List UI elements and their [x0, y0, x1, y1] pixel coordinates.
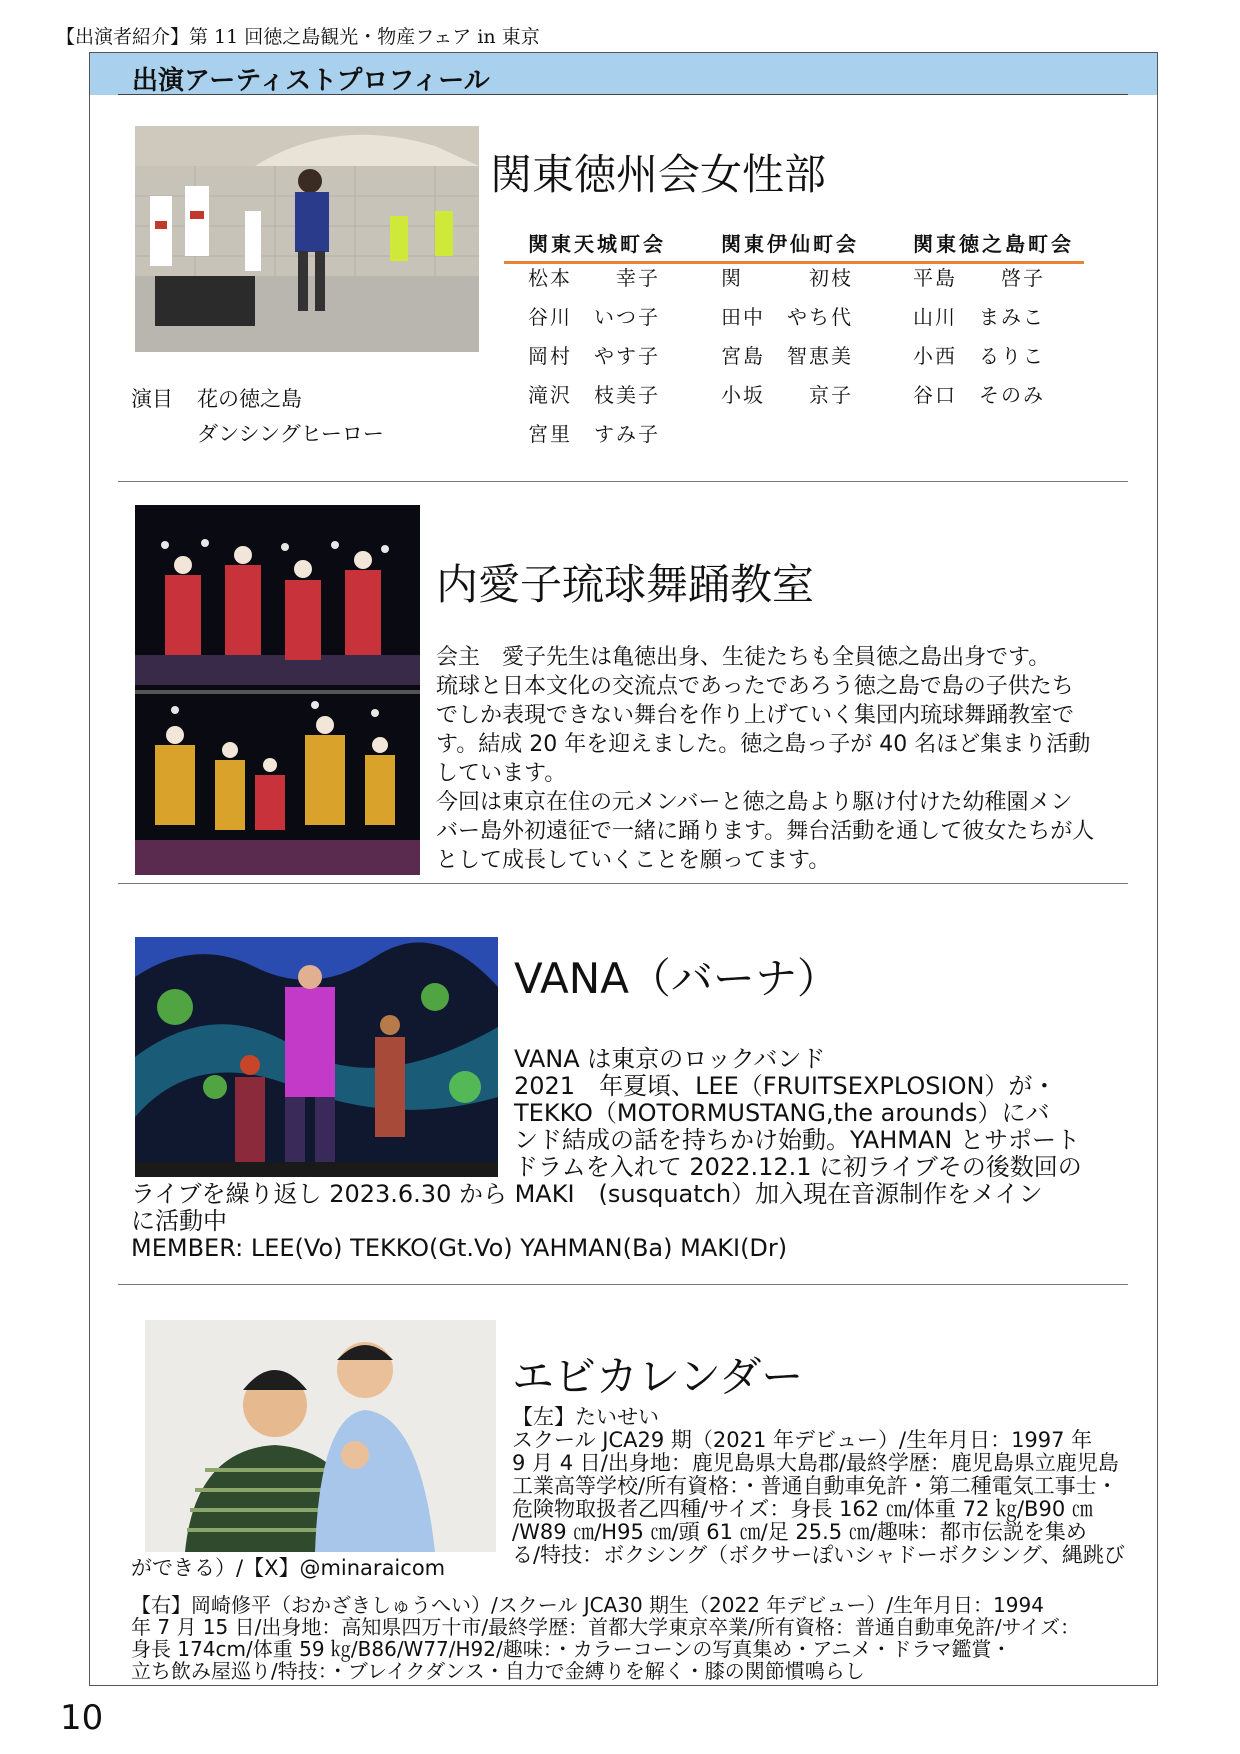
member-name: 小坂 京子 — [721, 383, 853, 407]
text-line: に活動中 — [131, 1207, 227, 1235]
member-name: 谷川 いつ子 — [528, 305, 660, 329]
section-header-title: 出演アーティストプロフィール — [132, 66, 490, 96]
member-name: 宮里 すみ子 — [528, 422, 660, 446]
program-list — [131, 382, 384, 452]
member-name: 松本 幸子 — [528, 266, 660, 290]
ebi-calendar-right-profile — [131, 1594, 1141, 1682]
group-name-ryukyu-dance: 内愛子琉球舞踊教室 — [436, 560, 815, 609]
text-line: しています。 — [436, 761, 567, 786]
document-caption: 【出演者紹介】第 11 回徳之島観光・物産フェア in 東京 — [56, 26, 540, 48]
member-name: 関 初枝 — [721, 266, 853, 290]
ebi-calendar-left-profile-cont — [131, 1557, 1141, 1580]
text-line: MEMBER: LEE(Vo) TEKKO(Gt.Vo) YAHMAN(Ba) MAKI(Dr) — [131, 1234, 788, 1262]
text-line: として成長していくことを願ってます。 — [436, 848, 831, 873]
group-name-kanto-tokushukai: 関東徳州会女性部 — [490, 150, 827, 199]
text-line: 9 月 4 日/出身地：鹿児島県大島郡/最終学歴：鹿児島県立鹿児島 — [512, 1451, 1119, 1475]
header-rule — [118, 94, 1128, 95]
page-number: 10 — [60, 1698, 104, 1738]
group-name-ebi-calendar: エビカレンダー — [512, 1352, 804, 1401]
member-name: 谷口 そのみ — [913, 383, 1045, 407]
text-line: す。結成 20 年を迎えました。徳之島っ子が 40 名ほど集まり活動 — [436, 732, 1091, 757]
group-name-vana: VANA（バーナ） — [514, 954, 839, 1003]
text-line: でしか表現できない舞台を作り上げていく集団内琉球舞踊教室で — [436, 703, 1075, 728]
column-heading: 関東天城町会 — [528, 232, 666, 256]
member-name: 岡村 やす子 — [528, 344, 660, 368]
section-divider — [118, 883, 1128, 884]
text-line: スクール JCA29 期（2021 年デビュー）/生年月日：1997 年 — [512, 1428, 1093, 1452]
text-line: 年 7 月 15 日/出身地：高知県四万十市/最終学歴：首都大学東京卒業/所有資格：普通自動車免許/サイズ： — [131, 1615, 1080, 1639]
ryukyu-dance-photo — [135, 505, 420, 875]
ryukyu-dance-description — [436, 643, 1136, 875]
text-line: 立ち飲み屋巡り/特技：・ブレイクダンス・自力で金縛りを解く・膝の関節慣鳴らし — [131, 1659, 865, 1683]
ebi-calendar-photo — [145, 1320, 496, 1552]
member-name: 宮島 智恵美 — [721, 344, 853, 368]
text-line: 【左】たいせい — [512, 1405, 659, 1429]
members-column-isen — [697, 228, 887, 418]
column-heading: 関東徳之島町会 — [913, 232, 1074, 256]
text-line: 今回は東京在住の元メンバーと徳之島より駆け付けた幼稚園メン — [436, 790, 1073, 815]
text-line: ができる）/【X】@minaraicom — [131, 1556, 446, 1580]
text-line: TEKKO（MOTORMUSTANG,the arounds）にバ — [514, 1099, 1050, 1127]
text-line: 2021 年夏頃、LEE（FRUITSEXPLOSION）が・ — [514, 1072, 1057, 1100]
text-line: ライブを繰り返し 2023.6.30 から MAKI (susquatch）加入現在音源制作をメイン — [131, 1180, 1043, 1208]
vana-description-full — [131, 1181, 1141, 1262]
section-divider — [118, 1284, 1128, 1285]
ebi-calendar-left-profile — [512, 1406, 1132, 1567]
member-name: 小西 るりこ — [913, 344, 1045, 368]
program-item: 花の徳之島 — [197, 387, 302, 411]
member-name: 山川 まみこ — [913, 305, 1045, 329]
text-line: VANA は東京のロックバンド — [514, 1045, 826, 1073]
members-column-amagi — [504, 228, 694, 457]
member-name: 平島 啓子 — [913, 266, 1045, 290]
column-heading: 関東伊仙町会 — [721, 232, 859, 256]
text-line: ドラムを入れて 2022.12.1 に初ライブその後数回の — [514, 1153, 1082, 1181]
text-line: 【右】岡崎修平（おかざきしゅうへい）/スクール JCA30 期生（2022 年デビュー）/生年月日：1994 — [131, 1593, 1044, 1617]
text-line: 身長 174cm/体重 59 ㎏/B86/W77/H92/趣味：・カラーコーンの写真集め・アニメ・ドラマ鑑賞・ — [131, 1637, 1012, 1661]
text-line: 琉球と日本文化の交流点であったであろう徳之島で島の子供たち — [436, 674, 1074, 699]
text-line: る/特技：ボクシング（ボクサーぽいシャドーボクシング、縄跳び — [512, 1543, 1125, 1567]
member-name: 田中 やち代 — [721, 305, 853, 329]
members-column-tokunoshima — [889, 228, 1079, 418]
program-label: 演目 — [131, 387, 173, 411]
text-line: 会主 愛子先生は亀徳出身、生徒たちも全員徳之島出身です。 — [436, 645, 1051, 670]
program-item: ダンシングヒーロー — [197, 422, 384, 446]
text-line: 工業高等学校/所有資格：・普通自動車免許・第二種電気工事士・ — [512, 1474, 1118, 1498]
member-name: 滝沢 枝美子 — [528, 383, 660, 407]
text-line: /W89 ㎝/H95 ㎝/頭 61 ㎝/足 25.5 ㎝/趣味：都市伝説を集め — [512, 1520, 1087, 1544]
text-line: バー島外初遠征で一緒に踊ります。舞台活動を通して彼女たちが人 — [436, 819, 1095, 844]
section-divider — [118, 481, 1128, 482]
vana-band-photo — [135, 937, 498, 1177]
vana-description-right — [514, 1046, 1134, 1181]
text-line: ンド結成の話を持ちかけ始動。YAHMAN とサポート — [514, 1126, 1080, 1154]
kanto-tokushukai-photo — [135, 126, 479, 352]
text-line: 危険物取扱者乙四種/サイズ：身長 162 ㎝/体重 72 ㎏/B90 ㎝ — [512, 1497, 1093, 1521]
